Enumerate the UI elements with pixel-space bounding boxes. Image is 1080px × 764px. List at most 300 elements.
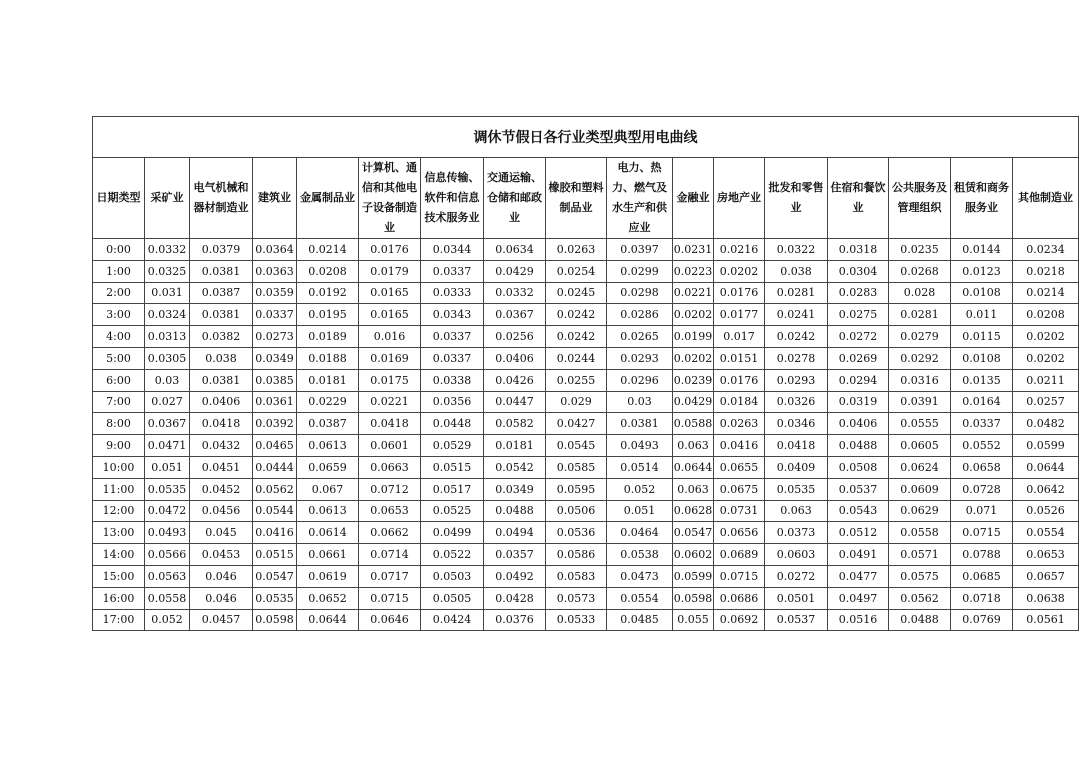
value-cell: 0.0429: [673, 391, 714, 413]
value-cell: 0.038: [765, 260, 828, 282]
value-cell: 0.0515: [421, 456, 484, 478]
value-cell: 0.0192: [297, 282, 359, 304]
value-cell: 0.0661: [297, 544, 359, 566]
value-cell: 0.0305: [145, 347, 190, 369]
value-cell: 0.0609: [889, 478, 951, 500]
value-cell: 0.03: [607, 391, 673, 413]
column-header: 租赁和商务服务业: [951, 158, 1013, 239]
value-cell: 0.0332: [484, 282, 546, 304]
value-cell: 0.0325: [145, 260, 190, 282]
value-cell: 0.0562: [889, 587, 951, 609]
value-cell: 0.0497: [828, 587, 889, 609]
value-cell: 0.0583: [546, 565, 607, 587]
value-cell: 0.0373: [765, 522, 828, 544]
value-cell: 0.0199: [673, 326, 714, 348]
value-cell: 0.0176: [714, 369, 765, 391]
value-cell: 0.0599: [673, 565, 714, 587]
value-cell: 0.0272: [828, 326, 889, 348]
value-cell: 0.0108: [951, 347, 1013, 369]
value-cell: 0.0535: [253, 587, 297, 609]
table-row: [93, 391, 1079, 413]
value-cell: 0.0349: [253, 347, 297, 369]
value-cell: 0.0432: [190, 435, 253, 457]
value-cell: 0.0506: [546, 500, 607, 522]
value-cell: 0.0223: [673, 260, 714, 282]
time-cell: 13:00: [93, 522, 145, 544]
value-cell: 0.0418: [765, 435, 828, 457]
value-cell: 0.0318: [828, 239, 889, 261]
value-cell: 0.0333: [421, 282, 484, 304]
value-cell: 0.0256: [484, 326, 546, 348]
value-cell: 0.0653: [359, 500, 421, 522]
value-cell: 0.0517: [421, 478, 484, 500]
value-cell: 0.0503: [421, 565, 484, 587]
value-cell: 0.0638: [1013, 587, 1079, 609]
column-header: 公共服务及管理组织: [889, 158, 951, 239]
column-header: 电气机械和器材制造业: [190, 158, 253, 239]
value-cell: 0.0356: [421, 391, 484, 413]
document-page: [92, 116, 1078, 631]
column-header: 日期类型: [93, 158, 145, 239]
value-cell: 0.0685: [951, 565, 1013, 587]
value-cell: 0.0508: [828, 456, 889, 478]
value-cell: 0.0195: [297, 304, 359, 326]
value-cell: 0.0558: [889, 522, 951, 544]
value-cell: 0.0286: [607, 304, 673, 326]
value-cell: 0.0416: [253, 522, 297, 544]
value-cell: 0.0655: [714, 456, 765, 478]
table-body: [93, 239, 1079, 631]
value-cell: 0.0731: [714, 500, 765, 522]
value-cell: 0.0728: [951, 478, 1013, 500]
value-cell: 0.0324: [145, 304, 190, 326]
value-cell: 0.051: [145, 456, 190, 478]
value-cell: 0.0221: [673, 282, 714, 304]
value-cell: 0.0349: [484, 478, 546, 500]
value-cell: 0.0381: [190, 369, 253, 391]
value-cell: 0.0538: [607, 544, 673, 566]
value-cell: 0.0563: [145, 565, 190, 587]
value-cell: 0.0473: [607, 565, 673, 587]
value-cell: 0.0406: [484, 347, 546, 369]
value-cell: 0.0298: [607, 282, 673, 304]
value-cell: 0.0653: [1013, 544, 1079, 566]
value-cell: 0.0176: [359, 239, 421, 261]
table-row: [93, 369, 1079, 391]
value-cell: 0.063: [673, 435, 714, 457]
value-cell: 0.0477: [828, 565, 889, 587]
value-cell: 0.0429: [484, 260, 546, 282]
value-cell: 0.038: [190, 347, 253, 369]
value-cell: 0.0208: [1013, 304, 1079, 326]
value-cell: 0.0346: [765, 413, 828, 435]
value-cell: 0.0269: [828, 347, 889, 369]
value-cell: 0.0123: [951, 260, 1013, 282]
table-row: [93, 239, 1079, 261]
value-cell: 0.0164: [951, 391, 1013, 413]
value-cell: 0.0231: [673, 239, 714, 261]
value-cell: 0.0175: [359, 369, 421, 391]
time-cell: 16:00: [93, 587, 145, 609]
value-cell: 0.0562: [253, 478, 297, 500]
value-cell: 0.0598: [673, 587, 714, 609]
value-cell: 0.017: [714, 326, 765, 348]
value-cell: 0.0492: [484, 565, 546, 587]
value-cell: 0.046: [190, 587, 253, 609]
value-cell: 0.0601: [359, 435, 421, 457]
value-cell: 0.0426: [484, 369, 546, 391]
value-cell: 0.0108: [951, 282, 1013, 304]
value-cell: 0.0718: [951, 587, 1013, 609]
value-cell: 0.0234: [1013, 239, 1079, 261]
value-cell: 0.0488: [828, 435, 889, 457]
value-cell: 0.0554: [607, 587, 673, 609]
value-cell: 0.063: [765, 500, 828, 522]
value-cell: 0.045: [190, 522, 253, 544]
table-row: [93, 544, 1079, 566]
value-cell: 0.0229: [297, 391, 359, 413]
value-cell: 0.0552: [951, 435, 1013, 457]
value-cell: 0.0613: [297, 500, 359, 522]
value-cell: 0.067: [297, 478, 359, 500]
value-cell: 0.0364: [253, 239, 297, 261]
value-cell: 0.0628: [673, 500, 714, 522]
column-header: 住宿和餐饮业: [828, 158, 889, 239]
table-row: [93, 304, 1079, 326]
value-cell: 0.0624: [889, 456, 951, 478]
value-cell: 0.0427: [546, 413, 607, 435]
value-cell: 0.0281: [889, 304, 951, 326]
table-row: [93, 456, 1079, 478]
value-cell: 0.0545: [546, 435, 607, 457]
value-cell: 0.0658: [951, 456, 1013, 478]
value-cell: 0.028: [889, 282, 951, 304]
value-cell: 0.0614: [297, 522, 359, 544]
value-cell: 0.0418: [359, 413, 421, 435]
value-cell: 0.0662: [359, 522, 421, 544]
value-cell: 0.0268: [889, 260, 951, 282]
table-row: [93, 282, 1079, 304]
value-cell: 0.0769: [951, 609, 1013, 631]
value-cell: 0.0526: [1013, 500, 1079, 522]
column-header: 房地产业: [714, 158, 765, 239]
value-cell: 0.0263: [714, 413, 765, 435]
column-header: 建筑业: [253, 158, 297, 239]
table-row: [93, 565, 1079, 587]
time-cell: 9:00: [93, 435, 145, 457]
value-cell: 0.0211: [1013, 369, 1079, 391]
column-header: 信息传输、软件和信息技术服务业: [421, 158, 484, 239]
value-cell: 0.0505: [421, 587, 484, 609]
value-cell: 0.0255: [546, 369, 607, 391]
value-cell: 0.0281: [765, 282, 828, 304]
value-cell: 0.0675: [714, 478, 765, 500]
value-cell: 0.0135: [951, 369, 1013, 391]
time-cell: 14:00: [93, 544, 145, 566]
value-cell: 0.0537: [765, 609, 828, 631]
table-row: [93, 500, 1079, 522]
value-cell: 0.0535: [765, 478, 828, 500]
value-cell: 0.0717: [359, 565, 421, 587]
value-cell: 0.0656: [714, 522, 765, 544]
value-cell: 0.0453: [190, 544, 253, 566]
value-cell: 0.0514: [607, 456, 673, 478]
value-cell: 0.0542: [484, 456, 546, 478]
value-cell: 0.0179: [359, 260, 421, 282]
value-cell: 0.0296: [607, 369, 673, 391]
value-cell: 0.0181: [484, 435, 546, 457]
value-cell: 0.0316: [889, 369, 951, 391]
value-cell: 0.0214: [297, 239, 359, 261]
value-cell: 0.0657: [1013, 565, 1079, 587]
load-curve-table: [92, 116, 1079, 631]
value-cell: 0.0646: [359, 609, 421, 631]
value-cell: 0.0488: [484, 500, 546, 522]
value-cell: 0.0529: [421, 435, 484, 457]
value-cell: 0.0239: [673, 369, 714, 391]
value-cell: 0.0566: [145, 544, 190, 566]
value-cell: 0.0482: [1013, 413, 1079, 435]
value-cell: 0.0493: [145, 522, 190, 544]
value-cell: 0.0533: [546, 609, 607, 631]
value-cell: 0.0376: [484, 609, 546, 631]
value-cell: 0.03: [145, 369, 190, 391]
value-cell: 0.0561: [1013, 609, 1079, 631]
time-cell: 15:00: [93, 565, 145, 587]
value-cell: 0.0406: [828, 413, 889, 435]
time-cell: 8:00: [93, 413, 145, 435]
value-cell: 0.0326: [765, 391, 828, 413]
value-cell: 0.0279: [889, 326, 951, 348]
value-cell: 0.0283: [828, 282, 889, 304]
value-cell: 0.0385: [253, 369, 297, 391]
value-cell: 0.0292: [889, 347, 951, 369]
value-cell: 0.0471: [145, 435, 190, 457]
value-cell: 0.0188: [297, 347, 359, 369]
table-row: [93, 522, 1079, 544]
value-cell: 0.0499: [421, 522, 484, 544]
time-cell: 0:00: [93, 239, 145, 261]
value-cell: 0.0208: [297, 260, 359, 282]
column-header: 金属制品业: [297, 158, 359, 239]
column-header: 批发和零售业: [765, 158, 828, 239]
value-cell: 0.0214: [1013, 282, 1079, 304]
table-row: [93, 326, 1079, 348]
value-cell: 0.051: [607, 500, 673, 522]
value-cell: 0.0712: [359, 478, 421, 500]
value-cell: 0.0547: [673, 522, 714, 544]
value-cell: 0.0202: [673, 304, 714, 326]
table-row: [93, 435, 1079, 457]
value-cell: 0.0293: [607, 347, 673, 369]
value-cell: 0.0585: [546, 456, 607, 478]
time-cell: 12:00: [93, 500, 145, 522]
value-cell: 0.052: [145, 609, 190, 631]
value-cell: 0.0573: [546, 587, 607, 609]
value-cell: 0.0202: [714, 260, 765, 282]
value-cell: 0.0216: [714, 239, 765, 261]
value-cell: 0.0244: [546, 347, 607, 369]
value-cell: 0.0337: [421, 326, 484, 348]
value-cell: 0.0714: [359, 544, 421, 566]
table-row: [93, 587, 1079, 609]
value-cell: 0.0659: [297, 456, 359, 478]
value-cell: 0.0605: [889, 435, 951, 457]
value-cell: 0.0337: [421, 347, 484, 369]
value-cell: 0.0169: [359, 347, 421, 369]
value-cell: 0.0242: [546, 304, 607, 326]
value-cell: 0.0516: [828, 609, 889, 631]
value-cell: 0.0381: [190, 260, 253, 282]
value-cell: 0.052: [607, 478, 673, 500]
value-cell: 0.0218: [1013, 260, 1079, 282]
time-cell: 4:00: [93, 326, 145, 348]
value-cell: 0.0181: [297, 369, 359, 391]
value-cell: 0.0257: [1013, 391, 1079, 413]
value-cell: 0.0278: [765, 347, 828, 369]
value-cell: 0.0381: [607, 413, 673, 435]
value-cell: 0.0644: [673, 456, 714, 478]
value-cell: 0.011: [951, 304, 1013, 326]
value-cell: 0.0599: [1013, 435, 1079, 457]
table-row: [93, 260, 1079, 282]
value-cell: 0.0245: [546, 282, 607, 304]
value-cell: 0.0319: [828, 391, 889, 413]
value-cell: 0.0448: [421, 413, 484, 435]
value-cell: 0.0522: [421, 544, 484, 566]
value-cell: 0.0644: [297, 609, 359, 631]
value-cell: 0.0501: [765, 587, 828, 609]
value-cell: 0.0689: [714, 544, 765, 566]
value-cell: 0.0588: [673, 413, 714, 435]
value-cell: 0.0465: [253, 435, 297, 457]
value-cell: 0.0575: [889, 565, 951, 587]
column-header: 交通运输、仓储和邮政业: [484, 158, 546, 239]
value-cell: 0.0602: [673, 544, 714, 566]
value-cell: 0.0337: [421, 260, 484, 282]
time-cell: 1:00: [93, 260, 145, 282]
time-cell: 2:00: [93, 282, 145, 304]
value-cell: 0.0409: [765, 456, 828, 478]
value-cell: 0.0391: [889, 391, 951, 413]
value-cell: 0.0598: [253, 609, 297, 631]
value-cell: 0.0299: [607, 260, 673, 282]
value-cell: 0.0363: [253, 260, 297, 282]
table-row: [93, 609, 1079, 631]
value-cell: 0.0512: [828, 522, 889, 544]
value-cell: 0.0241: [765, 304, 828, 326]
value-cell: 0.0428: [484, 587, 546, 609]
value-cell: 0.0456: [190, 500, 253, 522]
value-cell: 0.055: [673, 609, 714, 631]
value-cell: 0.0189: [297, 326, 359, 348]
value-cell: 0.0494: [484, 522, 546, 544]
value-cell: 0.0387: [190, 282, 253, 304]
value-cell: 0.0536: [546, 522, 607, 544]
value-cell: 0.0387: [297, 413, 359, 435]
value-cell: 0.0397: [607, 239, 673, 261]
column-header: 采矿业: [145, 158, 190, 239]
value-cell: 0.0221: [359, 391, 421, 413]
value-cell: 0.0293: [765, 369, 828, 391]
value-cell: 0.016: [359, 326, 421, 348]
value-cell: 0.0464: [607, 522, 673, 544]
table-row: [93, 478, 1079, 500]
value-cell: 0.0202: [673, 347, 714, 369]
value-cell: 0.0595: [546, 478, 607, 500]
value-cell: 0.0151: [714, 347, 765, 369]
value-cell: 0.0452: [190, 478, 253, 500]
value-cell: 0.0337: [253, 304, 297, 326]
value-cell: 0.0692: [714, 609, 765, 631]
value-cell: 0.0165: [359, 282, 421, 304]
value-cell: 0.0544: [253, 500, 297, 522]
value-cell: 0.0392: [253, 413, 297, 435]
value-cell: 0.0416: [714, 435, 765, 457]
value-cell: 0.027: [145, 391, 190, 413]
time-cell: 6:00: [93, 369, 145, 391]
value-cell: 0.0379: [190, 239, 253, 261]
value-cell: 0.0242: [546, 326, 607, 348]
time-cell: 3:00: [93, 304, 145, 326]
value-cell: 0.0361: [253, 391, 297, 413]
value-cell: 0.0418: [190, 413, 253, 435]
value-cell: 0.0488: [889, 609, 951, 631]
value-cell: 0.063: [673, 478, 714, 500]
time-cell: 11:00: [93, 478, 145, 500]
value-cell: 0.0343: [421, 304, 484, 326]
value-cell: 0.0115: [951, 326, 1013, 348]
value-cell: 0.0382: [190, 326, 253, 348]
value-cell: 0.0525: [421, 500, 484, 522]
value-cell: 0.0493: [607, 435, 673, 457]
value-cell: 0.0367: [484, 304, 546, 326]
value-cell: 0.0344: [421, 239, 484, 261]
value-cell: 0.0555: [889, 413, 951, 435]
value-cell: 0.0202: [1013, 326, 1079, 348]
value-cell: 0.029: [546, 391, 607, 413]
value-cell: 0.0543: [828, 500, 889, 522]
value-cell: 0.0367: [145, 413, 190, 435]
value-cell: 0.0515: [253, 544, 297, 566]
column-header: 橡胶和塑料制品业: [546, 158, 607, 239]
value-cell: 0.0447: [484, 391, 546, 413]
value-cell: 0.0642: [1013, 478, 1079, 500]
value-cell: 0.0144: [951, 239, 1013, 261]
value-cell: 0.0715: [951, 522, 1013, 544]
value-cell: 0.0715: [714, 565, 765, 587]
value-cell: 0.0272: [765, 565, 828, 587]
value-cell: 0.0629: [889, 500, 951, 522]
value-cell: 0.0547: [253, 565, 297, 587]
value-cell: 0.0788: [951, 544, 1013, 566]
value-cell: 0.0554: [1013, 522, 1079, 544]
value-cell: 0.031: [145, 282, 190, 304]
value-cell: 0.0254: [546, 260, 607, 282]
value-cell: 0.0202: [1013, 347, 1079, 369]
value-cell: 0.0359: [253, 282, 297, 304]
column-header: 计算机、通信和其他电子设备制造业: [359, 158, 421, 239]
value-cell: 0.0603: [765, 544, 828, 566]
value-cell: 0.0294: [828, 369, 889, 391]
column-header: 其他制造业: [1013, 158, 1079, 239]
value-cell: 0.0322: [765, 239, 828, 261]
value-cell: 0.0491: [828, 544, 889, 566]
value-cell: 0.0715: [359, 587, 421, 609]
value-cell: 0.0535: [145, 478, 190, 500]
value-cell: 0.0485: [607, 609, 673, 631]
value-cell: 0.071: [951, 500, 1013, 522]
